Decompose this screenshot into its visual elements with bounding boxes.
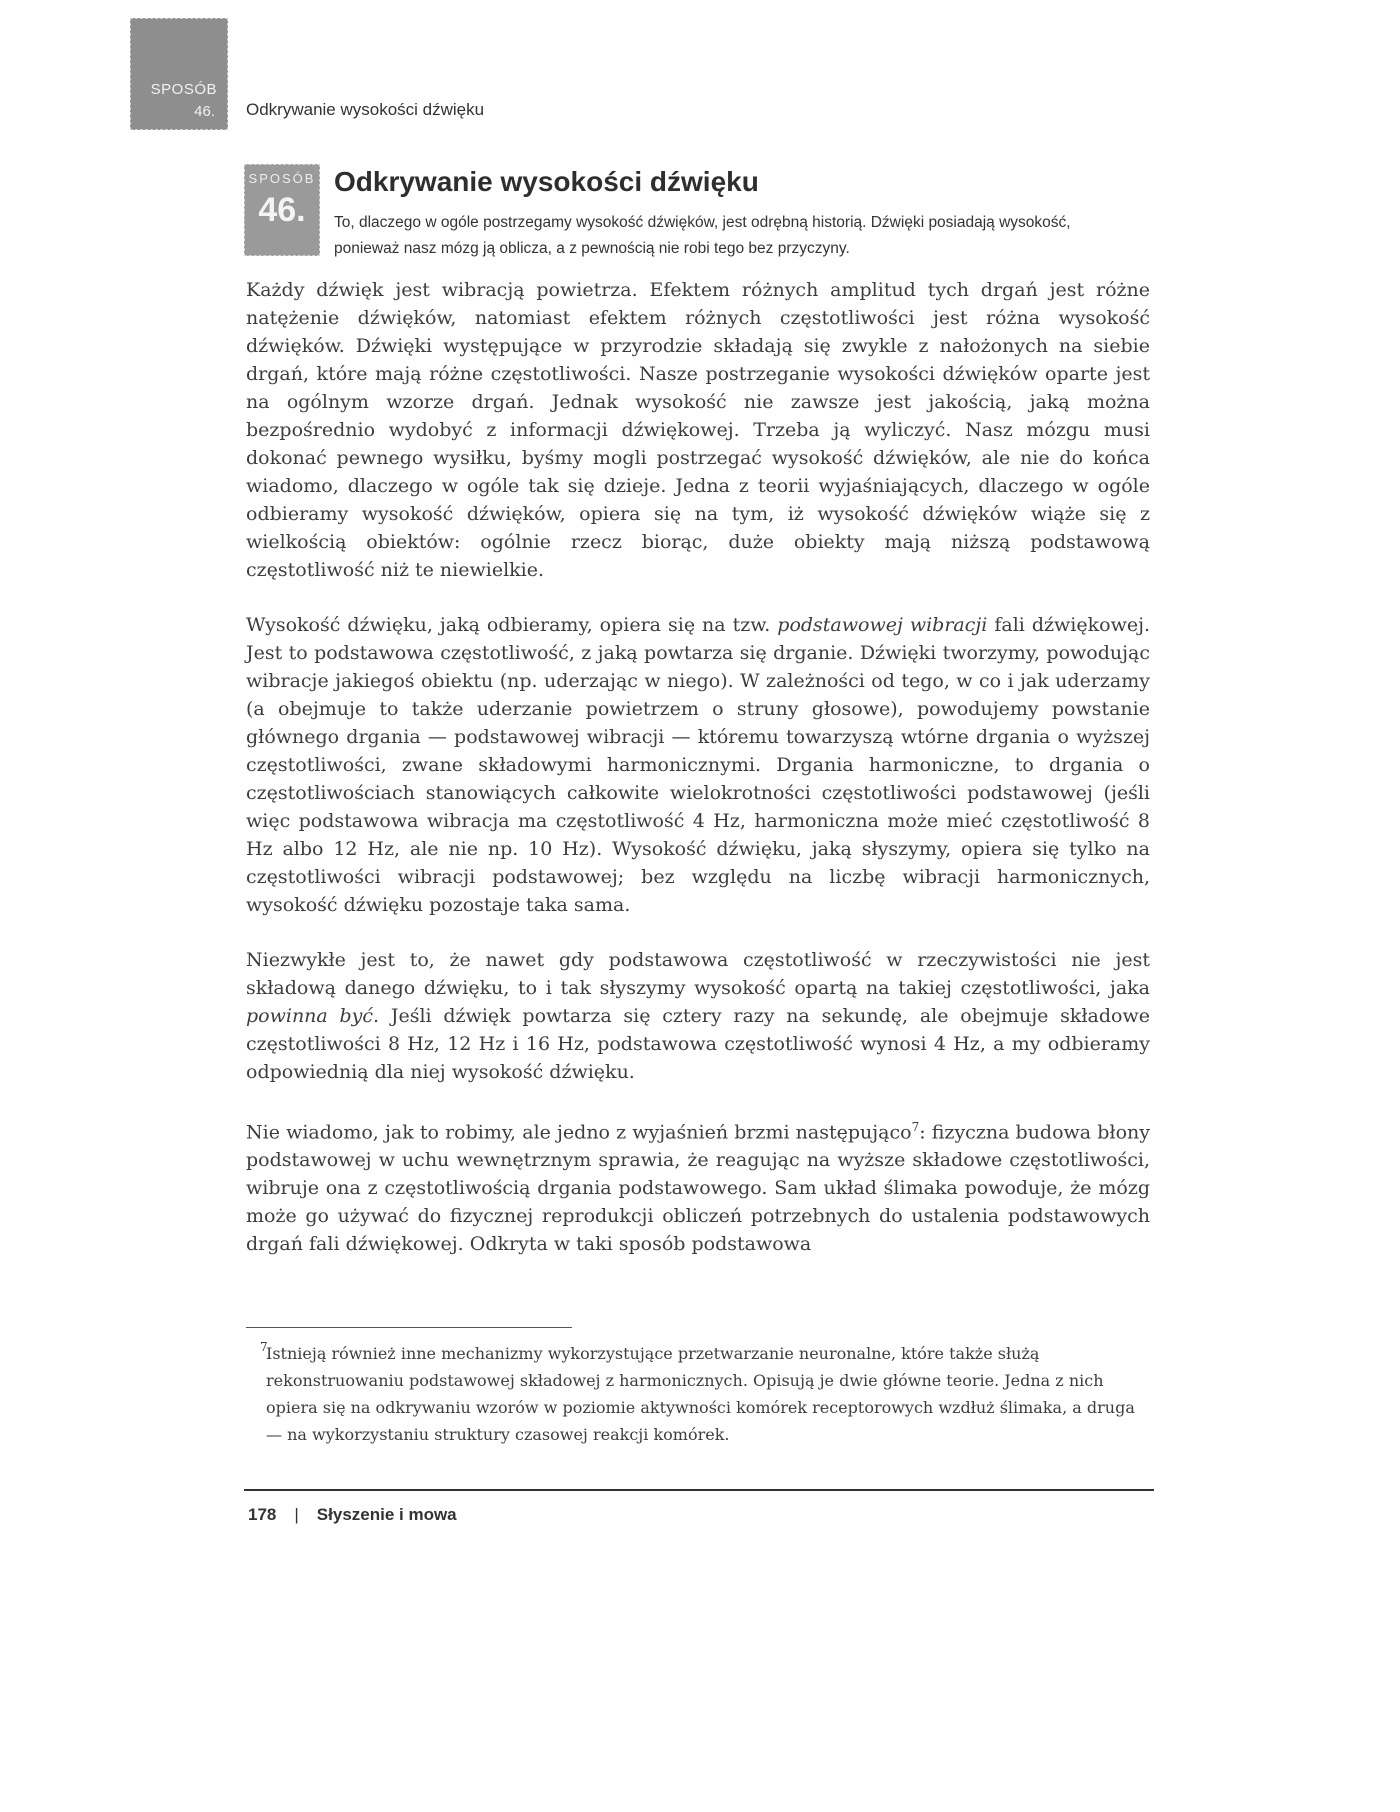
paragraph-3-text-a: Niezwykłe jest to, że nawet gdy podstawowa częstotliwość w rzeczywistości nie jest składową danego dźwięku, to i tak słyszymy wysokość opartą na takiej częstotliwości, jaka bbox=[246, 949, 1150, 999]
paragraph-2-emphasis: podstawowej wibracji bbox=[777, 614, 988, 636]
paragraph-2-text-b: fali dźwiękowej. Jest to podstawowa częstotliwość, z jaką powtarza się drganie. Dźwięki tworzymy, powodując wibracje jakiegoś obiektu (np. uderzając w niego). W zależności od tego, w co i jak uderzamy (a obejmuje to także uderzanie powietrzem o struny głosowe), powodujemy powstanie głównego drgania — podstawowej wibracji — któremu towarzyszą wtórne drgania o wyższej częstotliwości, zwane składowymi harmonicznymi. Drgania harmoniczne, to drgania o częstotliwościach stanowiących całkowite wielokrotności częstotliwości podstawowej (jeśli więc podstawowa wibracja ma częstotliwość 4 Hz, harmoniczna może mieć częstotliwość 8 Hz albo 12 Hz, ale nie np. 10 Hz). Wysokość dźwięku, jaką słyszymy, opiera się tylko na częstotliwości wibracji podstawowej; bez względu na liczbę wibracji harmonicznych, wysokość dźwięku pozostaje taka sama. bbox=[246, 614, 1151, 916]
page-footer bbox=[248, 1505, 457, 1525]
footnote bbox=[246, 1340, 1146, 1448]
section-badge bbox=[244, 164, 320, 256]
paragraph-1: Każdy dźwięk jest wibracją powietrza. Efektem różnych amplitud tych drgań jest różne natężenie dźwięków, natomiast efektem różnych częstotliwości jest różna wysokość dźwięków. Dźwięki występujące w przyrodzie składają się zwykle z nałożonych na siebie drgań, które mają różne częstotliwości. Nasze postrzeganie wysokości dźwięków oparte jest na ogólnym wzorze drgań. Jednak wysokość nie zawsze jest jakością, jaką można bezpośrednio wydobyć z informacji dźwiękowej. Trzeba ją wyliczyć. Nasz mózgu musi dokonać pewnego wysiłku, byśmy mogli postrzegać wysokość dźwięków, ale nie do końca wiadomo, dlaczego w ogóle tak się dzieje. Jedna z teorii wyjaśniających, dlaczego w ogóle odbieramy wysokość dźwięków, opiera się na tym, iż wysokość dźwięków wiąże się z wielkością obiektów: ogólnie rzecz biorąc, duże obiekty mają niższą podstawową częstotliwość niż te niewielkie. bbox=[246, 279, 1150, 581]
section-badge-label: SPOSÓB bbox=[248, 171, 316, 186]
section-title: Odkrywanie wysokości dźwięku bbox=[334, 166, 759, 197]
paragraph-4-text-a: Nie wiadomo, jak to robimy, ale jedno z wyjaśnień brzmi następująco bbox=[246, 1121, 912, 1144]
corner-section-tab bbox=[130, 18, 228, 130]
section-subtitle: To, dlaczego w ogóle postrzegamy wysokość dźwięków, jest odrębną historią. Dźwięki posiadają wysokość, ponieważ nasz mózg ją oblicza, a z pewnością nie robi tego bez przyczyny. bbox=[334, 214, 1071, 257]
footnote-reference[interactable]: 7 bbox=[911, 1120, 920, 1134]
paragraph-4 bbox=[246, 1113, 1150, 1258]
running-header: Odkrywanie wysokości dźwięku bbox=[246, 100, 485, 119]
footnote-divider bbox=[246, 1327, 572, 1328]
chapter-title: Słyszenie i mowa bbox=[316, 1505, 457, 1524]
footnote-mark: 7 bbox=[260, 1340, 268, 1354]
paragraph-3-emphasis: powinna być bbox=[246, 1005, 374, 1027]
footer-divider bbox=[244, 1489, 1154, 1491]
paragraph-2-text-a: Wysokość dźwięku, jaką odbieramy, opiera się na tzw. bbox=[246, 614, 778, 636]
paragraph-3 bbox=[246, 946, 1150, 1086]
corner-tab-number: 46. bbox=[194, 103, 215, 120]
section-badge-number: 46. bbox=[258, 191, 306, 229]
footer-separator: | bbox=[294, 1505, 299, 1524]
corner-tab-label: SPOSÓB bbox=[150, 81, 217, 98]
paragraph-4-text-b: : fizyczna budowa błony podstawowej w uchu wewnętrznym sprawia, że reagując na wyższe składowe częstotliwości, wibruje ona z częstotliwością drgania podstawowego. Sam układ ślimaka powoduje, że mózg może go używać do fizycznej reprodukcji obliczeń potrzebnych do ustalenia podstawowych drgań fali dźwiękowej. Odkryta w taki sposób podstawowa bbox=[246, 1121, 1150, 1256]
paragraph-3-text-b: . Jeśli dźwięk powtarza się cztery razy na sekundę, ale obejmuje składowe częstotliwości 8 Hz, 12 Hz i 16 Hz, podstawowa częstotliwość wynosi 4 Hz, a my odbieramy odpowiednią dla niej wysokość dźwięku. bbox=[246, 1005, 1150, 1083]
footnote-text: Istnieją również inne mechanizmy wykorzystujące przetwarzanie neuronalne, które także służą rekonstruowaniu podstawowej składowej z harmonicznych. Opisują je dwie główne teorie. Jedna z nich opiera się na odkrywaniu wzorów w poziomie aktywności komórek receptorowych wzdłuż ślimaka, a druga — na wykorzystaniu struktury czasowej reakcji komórek. bbox=[266, 1344, 1135, 1444]
paragraph-2 bbox=[246, 611, 1150, 919]
body-text bbox=[246, 276, 1150, 1285]
page-number: 178 bbox=[248, 1505, 277, 1524]
